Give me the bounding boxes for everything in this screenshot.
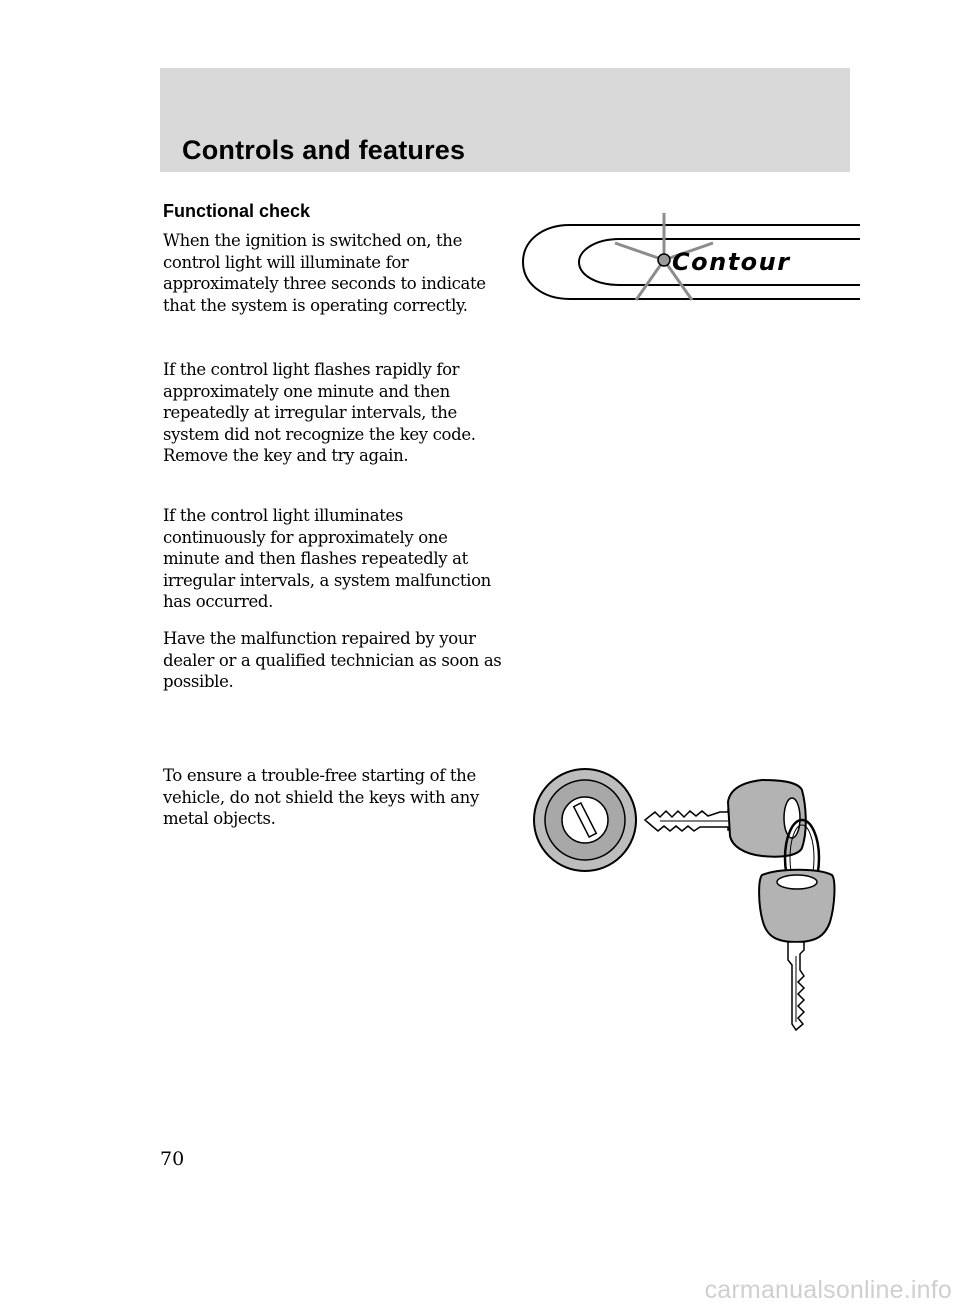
paragraph-ignition-check: When the ignition is switched on, the control light will illuminate for approximately three seconds to indicate that the system is operating correctly. (163, 231, 486, 315)
header-band (160, 68, 850, 172)
paragraph-repair: Have the malfunction repaired by your dealer or a qualified technician as soon as possible. (163, 629, 502, 691)
ignition-lock-icon (534, 769, 636, 871)
page-title: Controls and features (182, 135, 466, 165)
contour-logo-text: Contour (672, 248, 791, 276)
paragraph-malfunction: If the control light illuminates continuously for approximately one minute and then flashes repeatedly at irregular intervals, a system malfunction has occurred. (163, 506, 491, 611)
key-head-horizontal (728, 780, 806, 857)
ignition-lock-with-keys-icon (530, 760, 840, 1040)
section-heading: Functional check (163, 201, 311, 221)
paragraph-metal-objects: To ensure a trouble-free starting of the vehicle, do not shield the keys with any metal objects. (163, 766, 479, 828)
page-number: 70 (160, 1148, 185, 1170)
key-blade-vertical (788, 942, 804, 1030)
keys-figure (530, 760, 840, 1040)
contour-logo-svg (520, 205, 865, 310)
watermark: carmanualsonline.info (704, 1276, 952, 1304)
contour-logo-figure (520, 205, 865, 310)
key-head-hanging (759, 870, 834, 942)
key-blade-horizontal (645, 810, 734, 831)
paragraph-rapid-flash: If the control light flashes rapidly for approximately one minute and then repeatedly at irregular intervals, the system did not recognize the key code. Remove the key and try again. (163, 360, 476, 465)
